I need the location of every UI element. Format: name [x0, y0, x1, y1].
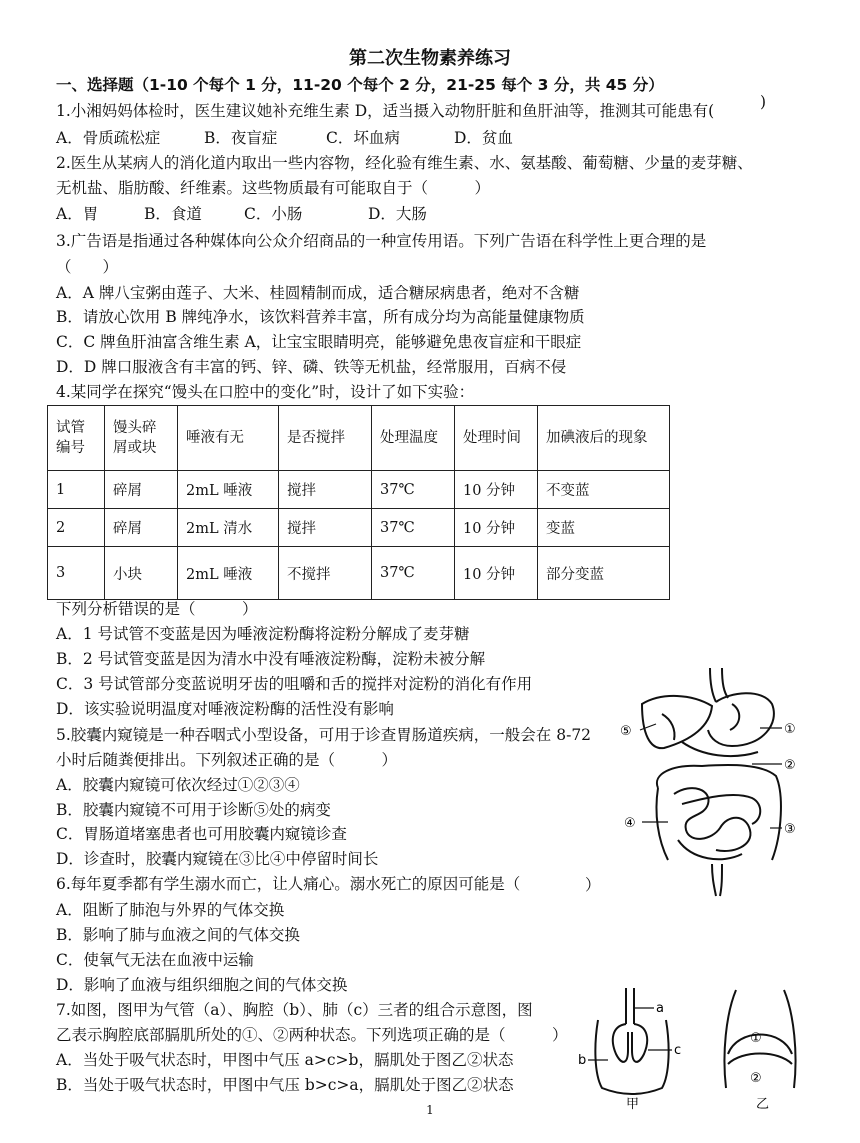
page-title: 第二次生物素养练习: [349, 48, 511, 69]
label-yi: 乙: [756, 1097, 770, 1112]
header-time: 处理时间: [463, 430, 521, 446]
q6-stem: 6.每年夏季都有学生溺水而亡，让人痛心。溺水死亡的原因可能是（: [56, 875, 521, 893]
table-header-row: [48, 406, 670, 471]
q7-option-a: A．当处于吸气状态时，甲图中气压 a>c>b，膈肌处于图乙②状态: [56, 1051, 514, 1069]
table-header-cell: [372, 406, 455, 471]
table-cell: 10 分钟: [455, 471, 538, 509]
digestive-system-figure: [612, 664, 827, 904]
table-cell: 小块: [105, 547, 178, 600]
q1-option-b: B．夜盲症: [204, 129, 278, 147]
table-header-cell: [48, 406, 105, 471]
table-row: [48, 547, 670, 600]
q2-option-a: A．胃: [56, 205, 99, 223]
header-bread: 馒头碎 屑或块: [113, 420, 157, 456]
header-result: 加碘液后的现象: [546, 430, 648, 446]
q5-option-a: A．胶囊内窥镜可依次经过①②③④: [56, 776, 300, 794]
table-cell: 碎屑: [105, 509, 178, 547]
table-cell: 不搅拌: [279, 547, 372, 600]
page-number: 1: [426, 1103, 434, 1117]
table-cell: 部分变蓝: [538, 547, 670, 600]
table-row: [48, 509, 670, 547]
table-cell: 1: [48, 471, 105, 509]
q2-option-d: D．大肠: [368, 205, 427, 223]
table-row: [48, 471, 670, 509]
q1-stem: 1.小湘妈妈体检时，医生建议她补充维生素 D，适当摄入动物肝脏和鱼肝油等，推测其可能患有(: [56, 102, 715, 120]
table-cell: 37℃: [372, 509, 455, 547]
table-cell: 10 分钟: [455, 509, 538, 547]
q3-option-d: D．D 牌口服液含有丰富的钙、锌、磷、铁等无机盐，经常服用，百病不侵: [56, 358, 567, 376]
label-5: ⑤: [620, 724, 632, 739]
label-3: ③: [784, 822, 796, 837]
label-1: ①: [784, 722, 796, 737]
table-cell: 2mL 清水: [178, 509, 279, 547]
label-4: ④: [624, 816, 636, 831]
q5-stem-line1: 5.胶囊内窥镜是一种吞咽式小型设备，可用于诊查胃肠道疾病，一般会在 8-72: [56, 726, 592, 744]
q5-option-b: B．胶囊内窥镜不可用于诊断⑤处的病变: [56, 801, 331, 819]
label-2: ②: [784, 758, 796, 773]
q4-stem: 4.某同学在探究“馒头在口腔中的变化”时，设计了如下实验：: [56, 383, 475, 401]
table-cell: 37℃: [372, 547, 455, 600]
q1-option-a: A．骨质疏松症: [56, 129, 161, 147]
respiratory-figure-jia: [572, 984, 692, 1112]
q4-option-d: D．该实验说明温度对唾液淀粉酶的活性没有影响: [56, 700, 394, 718]
q1-close-paren: ): [760, 93, 767, 111]
table-cell: 2: [48, 509, 105, 547]
q4-option-a: A．1 号试管不变蓝是因为唾液淀粉酶将淀粉分解成了麦芽糖: [56, 625, 470, 643]
q4-option-b: B．2 号试管变蓝是因为清水中没有唾液淀粉酶，淀粉未被分解: [56, 650, 486, 668]
q7-stem-line2: 乙表示胸腔底部膈肌所处的①、②两种状态。下列选项正确的是（ ）: [56, 1026, 568, 1044]
q4-option-c: C．3 号试管部分变蓝说明牙齿的咀嚼和舌的搅拌对淀粉的消化有作用: [56, 675, 533, 693]
q6-option-a: A．阻断了肺泡与外界的气体交换: [56, 901, 285, 919]
q2-option-c: C．小肠: [244, 205, 303, 223]
q2-option-b: B．食道: [144, 205, 202, 223]
q3-option-a: A．A 牌八宝粥由莲子、大米、桂圆精制而成，适合糖尿病患者，绝对不含糖: [56, 284, 580, 302]
q7-option-b: B．当处于吸气状态时，甲图中气压 b>c>a，膈肌处于图乙②状态: [56, 1076, 514, 1094]
q5-option-c: C．胃肠道堵塞患者也可用胶囊内窥镜诊查: [56, 825, 347, 843]
label-b: b: [578, 1053, 587, 1068]
label-c: c: [674, 1043, 682, 1058]
table-cell: 搅拌: [279, 509, 372, 547]
table-cell: 不变蓝: [538, 471, 670, 509]
table-cell: 2mL 唾液: [178, 471, 279, 509]
q4-sub-question: 下列分析错误的是（ ）: [56, 600, 258, 618]
label-jia: 甲: [626, 1097, 640, 1112]
header-stir: 是否搅拌: [287, 430, 345, 446]
q6-close-paren: ）: [585, 876, 601, 894]
table-cell: 搅拌: [279, 471, 372, 509]
q1-option-d: D．贫血: [454, 129, 513, 147]
table-cell: 3: [48, 547, 105, 600]
q3-stem-line1: 3.广告语是指通过各种媒体向公众介绍商品的一种宣传用语。下列广告语在科学性上更合理的是: [56, 232, 707, 250]
q6-option-c: C．使氧气无法在血液中运输: [56, 951, 254, 969]
header-saliva: 唾液有无: [186, 430, 244, 446]
table-header-cell: [105, 406, 178, 471]
table-header-cell: [178, 406, 279, 471]
q5-option-d: D．诊查时，胶囊内窥镜在③比④中停留时间长: [56, 850, 379, 868]
q7-stem-line1: 7.如图，图甲为气管（a）、胸腔（b）、肺（c）三者的组合示意图，图: [56, 1001, 533, 1019]
table-header-cell: [455, 406, 538, 471]
q3-option-b: B．请放心饮用 B 牌纯净水，该饮料营养丰富，所有成分均为高能量健康物质: [56, 308, 585, 326]
q6-option-d: D．影响了血液与组织细胞之间的气体交换: [56, 976, 348, 994]
q3-stem-line2: （ ）: [56, 258, 119, 276]
table-header-cell: [279, 406, 372, 471]
q6-option-b: B．影响了肺与血液之间的气体交换: [56, 926, 300, 944]
label-state-1: ①: [750, 1031, 762, 1046]
section-heading: 一、选择题（1-10 个每个 1 分，11-20 个每个 2 分，21-25 每个 3 分，共 45 分）: [56, 76, 664, 94]
table-cell: 2mL 唾液: [178, 547, 279, 600]
table-cell: 10 分钟: [455, 547, 538, 600]
q3-option-c: C．C 牌鱼肝油富含维生素 A，让宝宝眼睛明亮，能够避免患夜盲症和干眼症: [56, 333, 582, 351]
label-a: a: [656, 1001, 664, 1016]
q2-options: [56, 203, 427, 225]
label-state-2: ②: [750, 1071, 762, 1086]
header-tube-1: 试管 编号: [56, 420, 85, 456]
table-cell: 变蓝: [538, 509, 670, 547]
table-cell: 碎屑: [105, 471, 178, 509]
table-cell: 37℃: [372, 471, 455, 509]
header-temp: 处理温度: [380, 430, 438, 446]
q2-stem-line1: 2.医生从某病人的消化道内取出一些内容物，经化验有维生素、水、氨基酸、葡萄糖、少量的麦芽糖、: [56, 154, 753, 172]
q1-options: [56, 127, 513, 149]
q1-option-c: C．坏血病: [326, 129, 400, 147]
q2-stem-line2: 无机盐、脂肪酸、纤维素。这些物质最有可能取自于（ ）: [56, 179, 491, 197]
table-header-cell: [538, 406, 670, 471]
diaphragm-figure-yi: [712, 984, 808, 1112]
experiment-table: [47, 405, 670, 600]
q5-stem-line2: 小时后随粪便排出。下列叙述正确的是（ ）: [56, 751, 398, 769]
